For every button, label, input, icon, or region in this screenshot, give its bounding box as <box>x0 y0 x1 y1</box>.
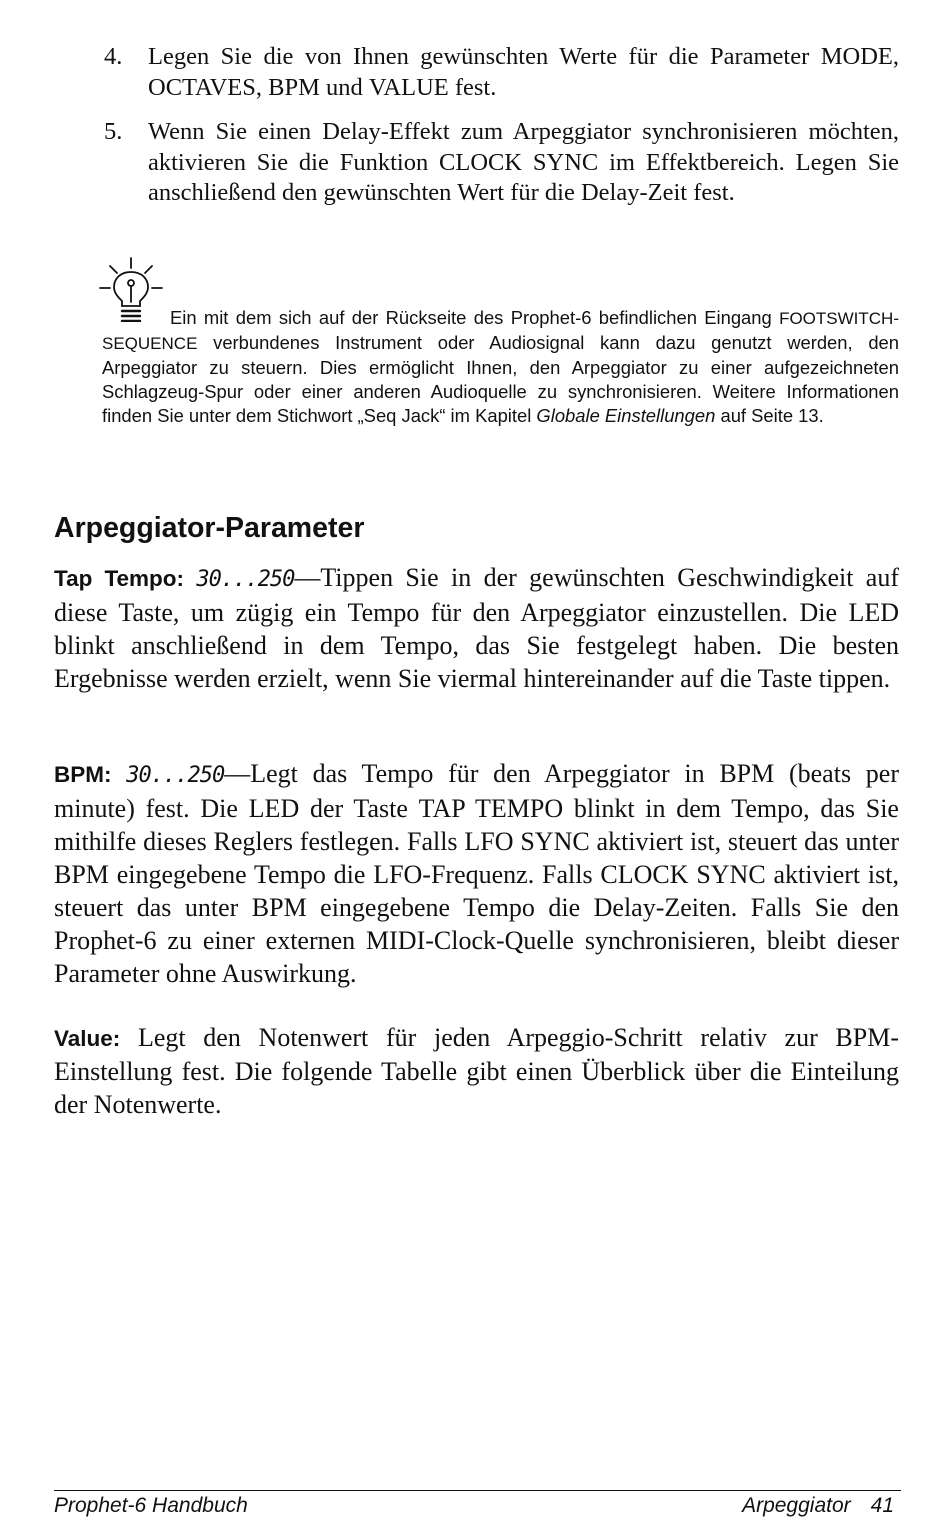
param-text: aktiviert ist, steuert das unter BPM eingegebene Tempo die LFO-Frequenz. Falls <box>54 827 899 889</box>
footer-section: Arpeggiator <box>742 1494 851 1517</box>
tip-text: Ein mit dem sich auf der Rückseite des Prophet-6 befindlichen Eingang <box>170 307 780 328</box>
parameter-name: OCTAVES <box>148 73 256 101</box>
step-text: fest. <box>448 73 497 101</box>
parameter-name: CLOCK SYNC <box>600 860 766 889</box>
param-term: BPM: <box>54 762 112 787</box>
parameter-name: LFO SYNC <box>464 827 590 856</box>
param-term: Tap Tempo: <box>54 566 185 591</box>
param-text: Legt den Notenwert für jeden Arpeggio-Schritt relativ zur BPM-Einstellung fest. Die folgende Tabelle gibt einen Überblick über die Einteilung der Notenwerte. <box>54 1023 899 1119</box>
step-text: Legen Sie die von Ihnen gewünschten Werte für die Parameter <box>148 43 821 70</box>
step-text: und <box>319 73 369 101</box>
param-term: Value: <box>54 1026 121 1051</box>
parameter-name: CLOCK SYNC <box>439 148 599 176</box>
footer-page-info <box>742 1494 894 1518</box>
param-text: —Tippen Sie in der gewünschten Geschwindigkeit auf diese Taste, um zügig ein Tempo für den Arpeggiator einzustellen. Die LED blinkt anschließend in dem Tempo, das Sie festgelegt haben. Die besten Ergebnisse werden erzielt, wenn Sie viermal hintereinander auf die Taste tippen. <box>54 563 899 693</box>
param-text: blinkt in dem Tempo, das Sie mithilfe dieses Reglers festlegen. Falls <box>54 794 899 856</box>
section-heading: Arpeggiator-Parameter <box>54 512 365 544</box>
param-text: aktiviert ist, steuert das unter BPM eingegebene Tempo die Delay-Zeiten. Falls Sie den Prophet-6 zu einer externen MIDI-Clock-Quelle synchronisieren, bleibt dieser Parameter ohne Auswirkung. <box>54 860 899 988</box>
step-item <box>104 42 899 103</box>
step-text: , <box>255 73 269 101</box>
step-text: im Effektbereich. Legen Sie anschließend den gewünschten Wert für die Delay-Zeit fest. <box>148 148 900 206</box>
param-value <box>54 1021 899 1121</box>
parameter-name: MODE <box>820 43 893 70</box>
step-number: 5. <box>104 118 123 145</box>
step-text: , <box>892 43 899 70</box>
footer-divider <box>54 1490 901 1491</box>
chapter-reference: Globale Einstellungen <box>536 405 716 426</box>
parameter-name: VALUE <box>368 73 449 101</box>
step-list <box>104 42 899 209</box>
step-item <box>104 117 899 209</box>
parameter-name: TAP TEMPO <box>418 794 564 823</box>
footer-title: Prophet-6 Handbuch <box>54 1494 248 1517</box>
param-range: 30...250 <box>126 763 225 788</box>
param-range: 30...250 <box>196 567 295 592</box>
param-bpm <box>54 757 899 990</box>
step-text: Wenn Sie einen Delay-Effekt zum Arpeggiator synchronisieren möchten, aktivieren Sie die Funktion <box>148 118 899 176</box>
parameter-name: FOOTSWITCH-SEQUENCE <box>102 309 899 353</box>
param-tap-tempo <box>54 561 899 695</box>
param-text: —Legt das Tempo für den Arpeggiator in BPM (beats per minute) fest. Die LED der Taste <box>54 759 899 823</box>
parameter-name: BPM <box>268 73 320 101</box>
step-number: 4. <box>104 43 123 70</box>
tip-text: auf Seite 13. <box>715 405 824 426</box>
tip-paragraph <box>102 306 899 428</box>
page-number: 41 <box>870 1494 894 1517</box>
tip-text: verbundenes Instrument oder Audiosignal kann dazu genutzt werden, den Arpeggiator zu steuern. Dies ermöglicht Ihnen, den Arpeggiator zu einer aufgezeichneten Schlagzeug-Spur oder einer anderen Audioquelle zu synchronisieren. Weitere Informationen finden Sie unter dem Stichwort „Seq Jack“ im Kapitel <box>102 332 899 426</box>
